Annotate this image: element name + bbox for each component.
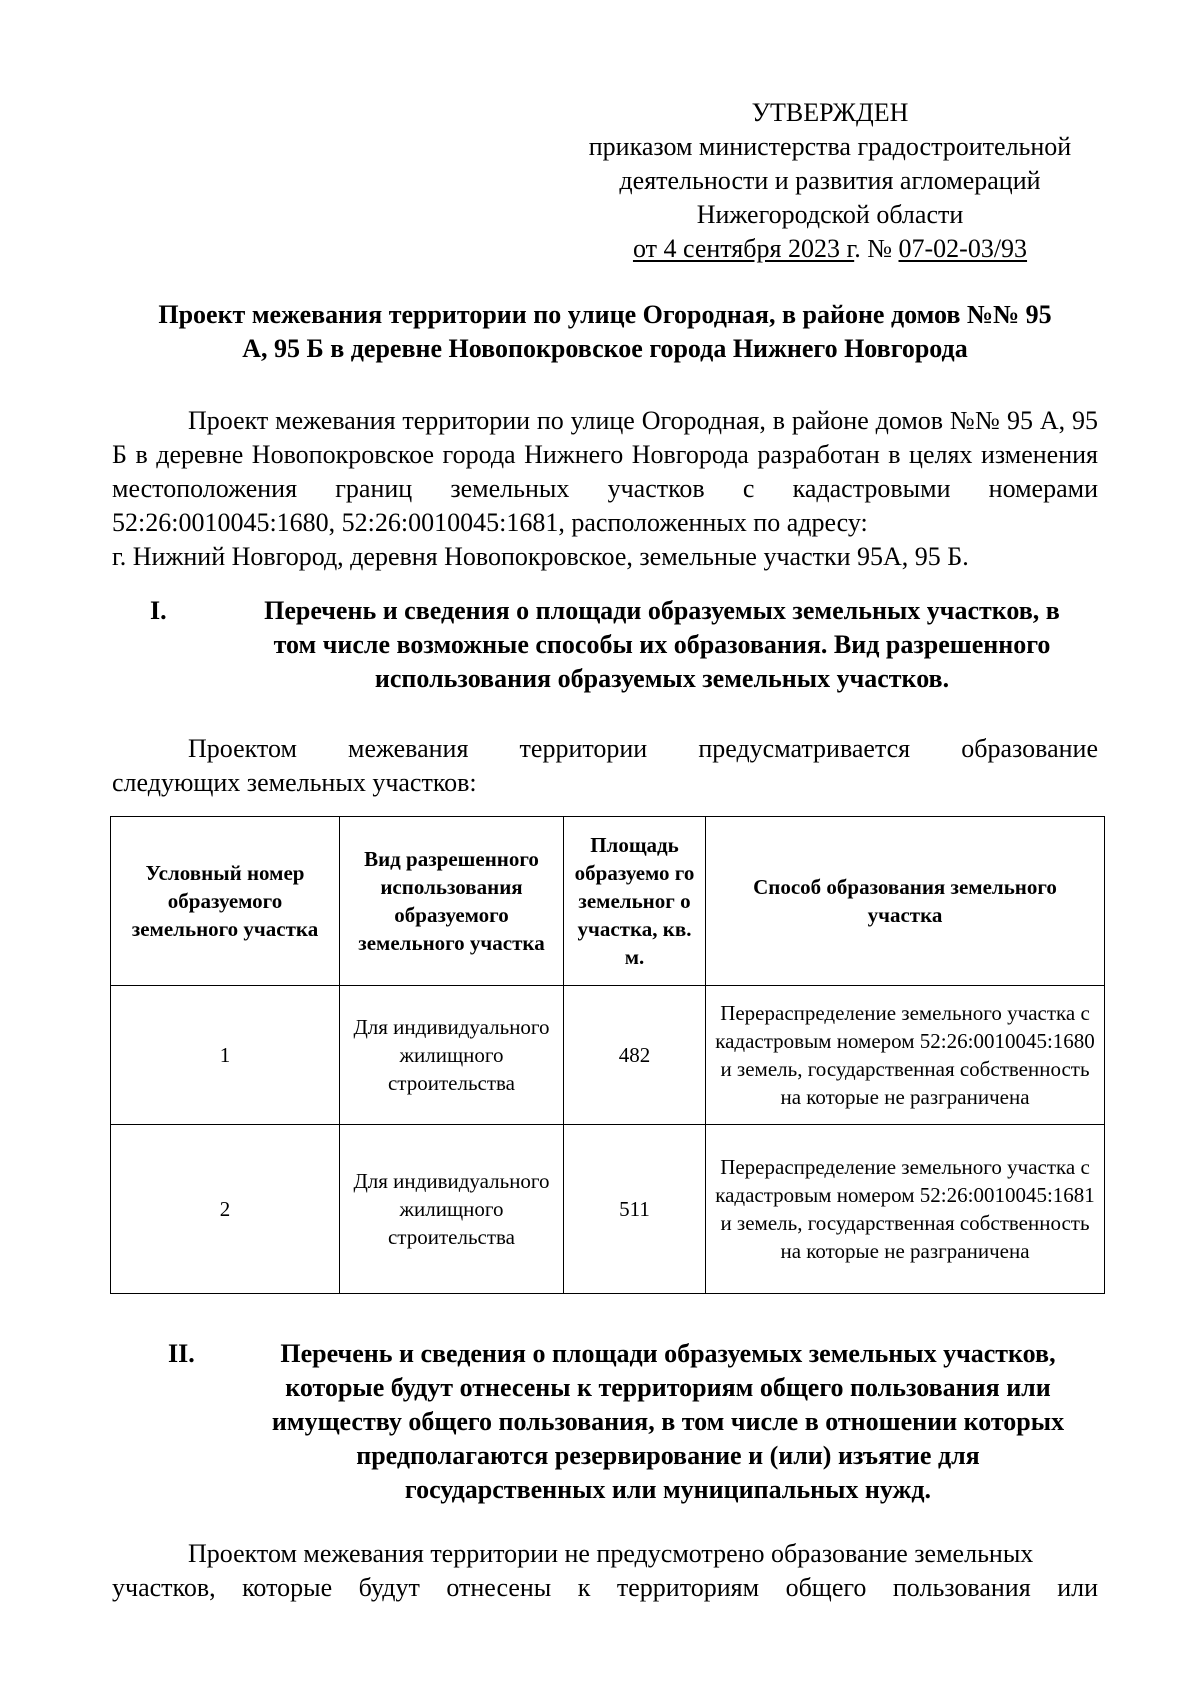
section-2-title-line-5: государственных или муниципальных нужд. xyxy=(404,1475,932,1504)
section-1-title-line-1: Перечень и сведения о площади образуемых земельных участков, в xyxy=(264,596,1060,625)
approval-date: от 4 сентября 2023 г xyxy=(632,234,855,263)
table-cell-number: 2 xyxy=(111,1125,340,1294)
section-2-title-line-1: Перечень и сведения о площади образуемых земельных участков, xyxy=(280,1339,1056,1368)
table-cell-area: 511 xyxy=(564,1125,706,1294)
section-2-number: II. xyxy=(168,1339,195,1368)
table-cell-method: Перераспределение земельного участка с кадастровым номером 52:26:0010045:1681 и земель, государственная собственность на которые не разграничена xyxy=(706,1125,1105,1294)
table-header-number: Условный номер образуемого земельного участка xyxy=(111,817,340,986)
approval-number: 07-02-03/93 xyxy=(898,234,1028,263)
table-cell-use: Для индивидуального жилищного строительства xyxy=(340,986,564,1125)
section-1-paragraph xyxy=(112,732,1098,766)
approval-dot: . xyxy=(854,234,861,263)
document-title xyxy=(112,298,1098,366)
approval-line-2: деятельности и развития агломераций xyxy=(619,166,1041,195)
section-2-title-line-2: которые будут отнесены к территориям общего пользования или xyxy=(285,1373,1051,1402)
table-header-area: Площадь образуемо го земельног о участка, кв. м. xyxy=(564,817,706,986)
section-1-title-line-3: использования образуемых земельных участков. xyxy=(374,664,950,693)
approval-title: УТВЕРЖДЕН xyxy=(751,98,909,127)
section-2-title-line-4: предполагаются резервирование и (или) изъятие для xyxy=(356,1441,980,1470)
approval-line-1: приказом министерства градостроительной xyxy=(588,132,1072,161)
document-title-line-2: А, 95 Б в деревне Новопокровское города Нижнего Новгорода xyxy=(242,334,968,363)
approval-number-prefix: № xyxy=(860,234,899,263)
approval-stamp xyxy=(560,96,1100,266)
section-1-heading xyxy=(150,594,1110,704)
intro-paragraph-text: Проект межевания территории по улице Огородная, в районе домов №№ 95 А, 95 Б в деревне Новопокровское города Нижнего Новгорода разработан в целях изменения местоположения границ земельных участков с кадастровыми номерами 52:26:0010045:1680, 52:26:0010045:1681, расположенных по адресу: xyxy=(112,406,1098,537)
table-cell-use: Для индивидуального жилищного строительства xyxy=(340,1125,564,1294)
section-2-title xyxy=(228,1337,1108,1507)
table-row xyxy=(111,986,1105,1125)
table-header-method: Способ образования земельного участка xyxy=(706,817,1105,986)
table-cell-method: Перераспределение земельного участка с кадастровым номером 52:26:0010045:1680 и земель, государственная собственность на которые не разграничена xyxy=(706,986,1105,1125)
table-header-use: Вид разрешенного использования образуемого земельного участка xyxy=(340,817,564,986)
document-title-line-1: Проект межевания территории по улице Огородная, в районе домов №№ 95 xyxy=(158,300,1052,329)
section-2-paragraph-line-1: Проектом межевания территории не предусмотрено образование земельных xyxy=(188,1539,1034,1568)
section-1-paragraph-text: Проектом межевания территории предусматривается образование xyxy=(188,734,1098,763)
intro-paragraph-last-line: г. Нижний Новгород, деревня Новопокровское, земельные участки 95А, 95 Б. xyxy=(112,542,969,571)
section-1-title-line-2: том числе возможные способы их образования. Вид разрешенного xyxy=(273,630,1051,659)
section-2-paragraph-line-2: участков, которые будут отнесены к территориям общего пользования или xyxy=(112,1573,1098,1602)
table-row xyxy=(111,1125,1105,1294)
approval-date-line xyxy=(560,232,1100,266)
section-1-paragraph-last xyxy=(112,766,1098,800)
section-1-title xyxy=(222,594,1102,696)
section-1-number: I. xyxy=(150,596,167,625)
land-plots-table xyxy=(110,816,1104,1294)
section-2-title-line-3: имуществу общего пользования, в том числе в отношении которых xyxy=(271,1407,1065,1436)
approval-line-3: Нижегородской области xyxy=(696,200,964,229)
section-2-paragraph xyxy=(112,1537,1098,1605)
table-cell-number: 1 xyxy=(111,986,340,1125)
table-cell-area: 482 xyxy=(564,986,706,1125)
intro-paragraph xyxy=(112,404,1098,574)
table-header-row xyxy=(111,817,1105,986)
section-2-heading xyxy=(168,1337,1108,1517)
section-1-paragraph-last-line: следующих земельных участков: xyxy=(112,768,477,797)
